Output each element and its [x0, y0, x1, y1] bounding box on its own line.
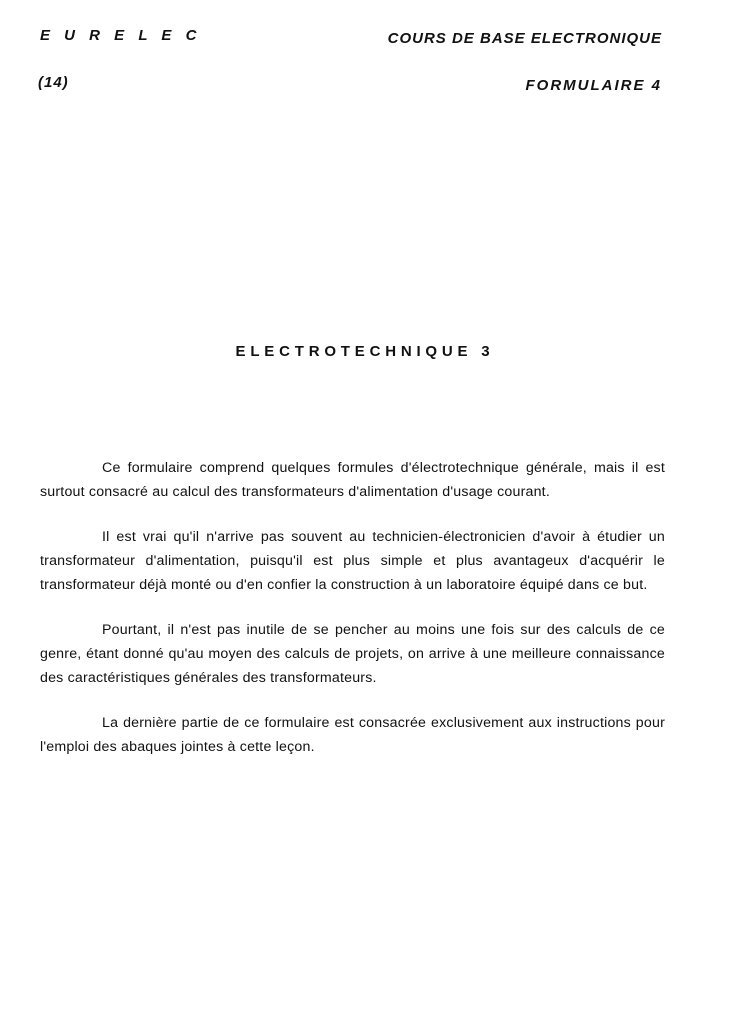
chapter-title: ELECTROTECHNIQUE 3	[235, 343, 495, 360]
brand-name: E U R E L E C	[40, 27, 202, 44]
body-text	[40, 456, 665, 780]
paragraph: Pourtant, il n'est pas inutile de se pencher au moins une fois sur des calculs de ce genre, étant donné qu'au moyen des calculs de projets, on arrive à une meilleure connaissance des caractéristiques générales des transformateurs.	[40, 622, 665, 686]
paragraph: La dernière partie de ce formulaire est consacrée exclusivement aux instructions pour l'emploi des abaques jointes à cette leçon.	[40, 715, 665, 755]
section-label: FORMULAIRE 4	[525, 77, 662, 94]
paragraph: Ce formulaire comprend quelques formules d'électrotechnique générale, mais il est surtout consacré au calcul des transformateurs d'alimentation d'usage courant.	[40, 460, 665, 500]
paragraph: Il est vrai qu'il n'arrive pas souvent au technicien-électronicien d'avoir à étudier un transformateur d'alimentation, puisqu'il est plus simple et plus avantageux d'acquérir le transformateur déjà monté ou d'en confier la construction à un laboratoire équipé dans ce but.	[40, 529, 665, 593]
page-number: (14)	[38, 74, 69, 91]
course-title: COURS DE BASE ELECTRONIQUE	[387, 30, 662, 47]
